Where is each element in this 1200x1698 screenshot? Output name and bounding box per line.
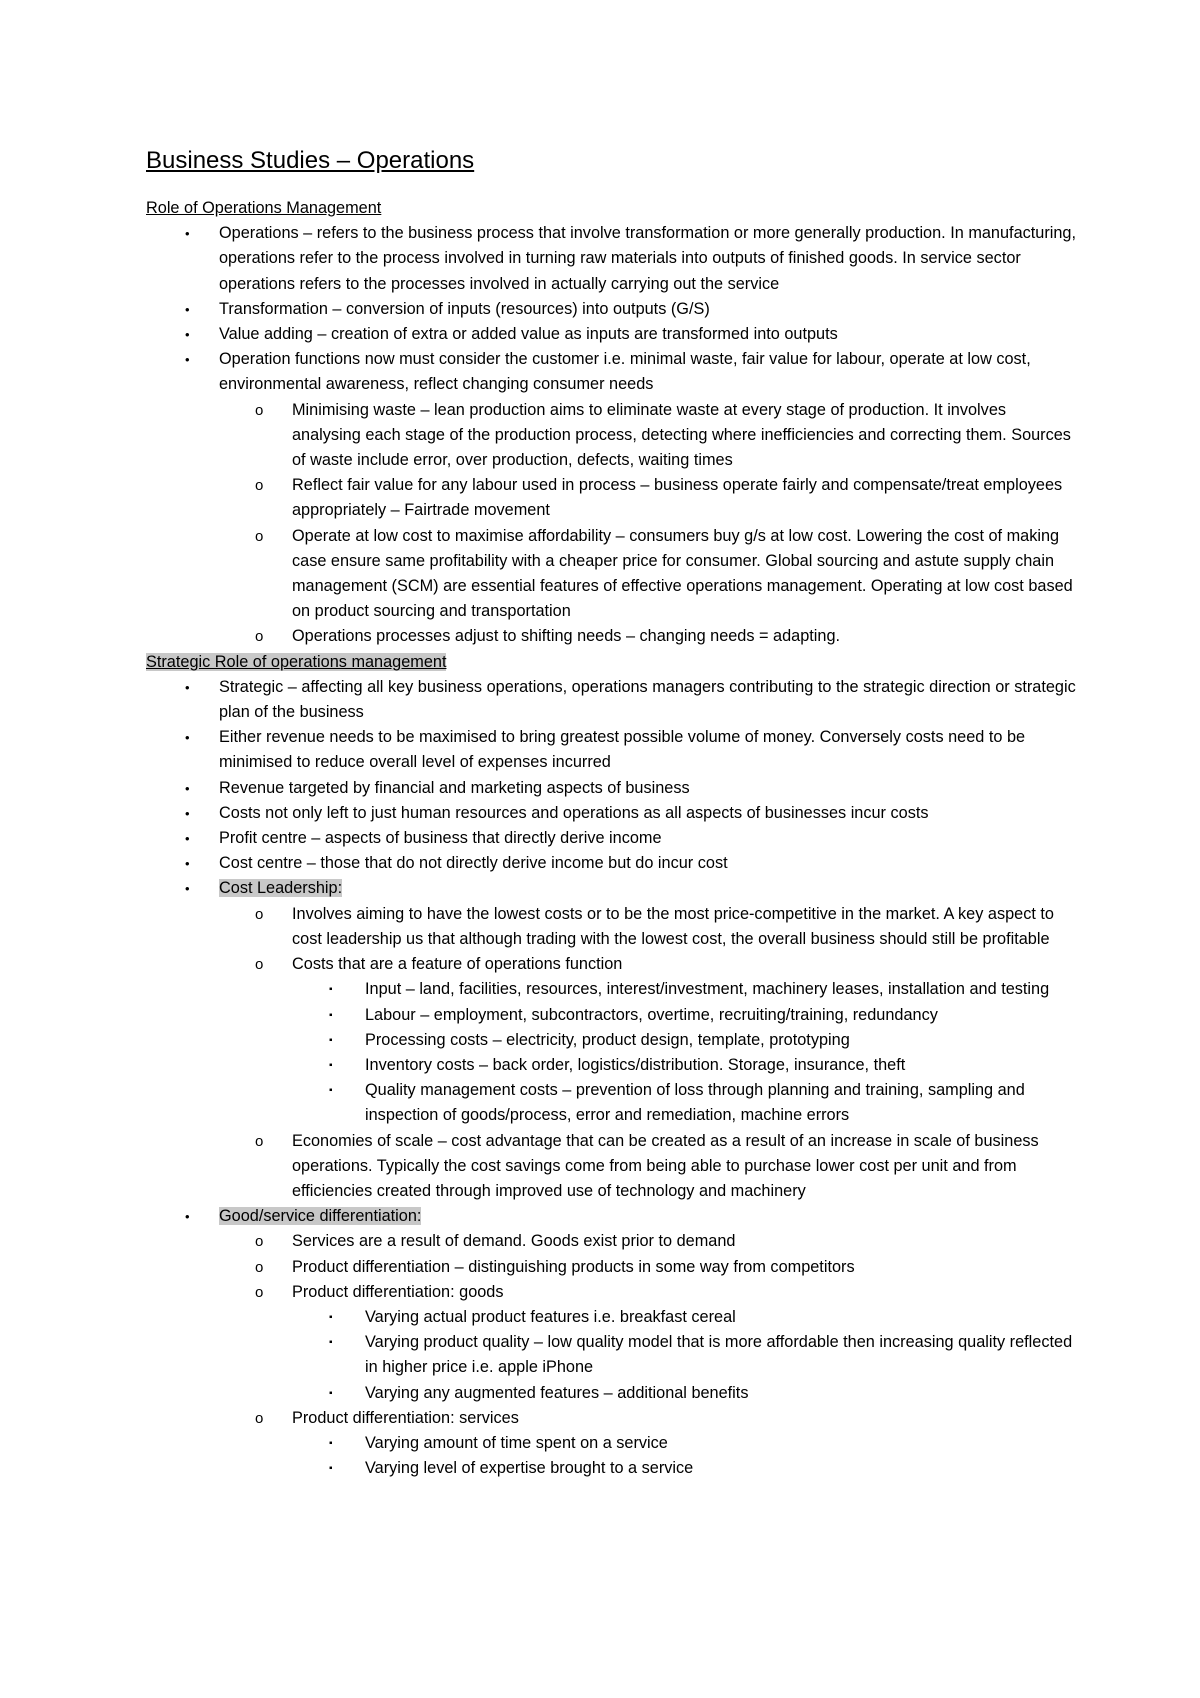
circle-marker: o: [255, 1409, 264, 1427]
bullet-marker: •: [185, 881, 190, 897]
cost-types-list: [146, 977, 1076, 1128]
list-item-text: Product differentiation: services: [292, 1408, 519, 1427]
highlighted-heading-text: Strategic Role of operations management: [146, 652, 447, 671]
list-item-text: Operations processes adjust to shifting needs – changing needs = adapting.: [292, 627, 841, 646]
list-item-text: Profit centre – aspects of business that directly derive income: [219, 829, 662, 848]
list-item: [146, 826, 1076, 851]
list-item-text: Product differentiation – distinguishing products in some way from competitors: [292, 1257, 855, 1276]
list-item-text: Involves aiming to have the lowest costs or to be the most price-competitive in the market. A key aspect to cost leadership us that although trading with the lowest cost, the overall business should still be profitable: [292, 904, 1054, 948]
sub-list-item: [146, 624, 1076, 649]
bullet-marker: •: [185, 327, 190, 343]
bullet-marker: •: [185, 856, 190, 872]
list-item-text: Product differentiation: goods: [292, 1282, 504, 1301]
list-item: [146, 675, 1076, 725]
list-item-text: Operate at low cost to maximise affordability – consumers buy g/s at low cost. Lowering the cost of making case ensure same profitability with a cheaper price for consumer. Global sourcing and astute supply chain management (SCM) are essential features of effective operations management. Operating at low cost based on product sourcing and transportation: [292, 526, 1073, 621]
bullet-marker: •: [185, 352, 190, 368]
goods-differentiation-list: [146, 1305, 1076, 1406]
bullet-marker: •: [185, 226, 190, 242]
list-item: [146, 1204, 1076, 1229]
sub-list-item: [146, 952, 1076, 977]
circle-marker: o: [255, 905, 264, 923]
sub-list-item: [146, 1255, 1076, 1280]
list-item-text: Reflect fair value for any labour used in process – business operate fairly and compensate/treat employees appropriately – Fairtrade movement: [292, 476, 1063, 520]
square-marker: ▪: [329, 1009, 333, 1021]
square-marker: ▪: [329, 1463, 333, 1475]
list-item: [146, 801, 1076, 826]
services-differentiation-list: [146, 1431, 1076, 1481]
sub-sub-list-item: [146, 1305, 1076, 1330]
list-item: [146, 297, 1076, 322]
sub-sub-list-item: [146, 1431, 1076, 1456]
sub-list-item: [146, 473, 1076, 523]
square-marker: ▪: [329, 1311, 333, 1323]
list-item-text: Inventory costs – back order, logistics/distribution. Storage, insurance, theft: [365, 1055, 906, 1074]
square-marker: ▪: [329, 1085, 333, 1097]
cost-leadership-label: Cost Leadership:: [219, 879, 343, 898]
list-item-text: Varying level of expertise brought to a service: [365, 1459, 694, 1478]
list-item-text: Varying amount of time spent on a service: [365, 1433, 668, 1452]
sub-sub-list-item: [146, 1330, 1076, 1380]
circle-marker: o: [255, 1258, 264, 1276]
sub-list-item: [146, 902, 1076, 952]
bullet-marker: •: [185, 805, 190, 821]
sub-list-item: [146, 524, 1076, 625]
sub-list-item: [146, 1406, 1076, 1431]
list-item-text: Operation functions now must consider the customer i.e. minimal waste, fair value for labour, operate at low cost, environmental awareness, reflect changing consumer needs: [219, 350, 1031, 394]
square-marker: ▪: [329, 1437, 333, 1449]
list-item-text: Labour – employment, subcontractors, overtime, recruiting/training, redundancy: [365, 1005, 938, 1024]
list-item: [146, 725, 1076, 775]
role-bullet-list: [146, 221, 1076, 397]
sub-list-item: [146, 1129, 1076, 1205]
list-item-text: Revenue targeted by financial and marketing aspects of business: [219, 778, 690, 797]
bullet-marker: •: [185, 301, 190, 317]
list-item: [146, 776, 1076, 801]
list-item: [146, 347, 1076, 397]
list-item-text: Processing costs – electricity, product design, template, prototyping: [365, 1030, 850, 1049]
list-item-text: Value adding – creation of extra or added value as inputs are transformed into outputs: [219, 325, 838, 344]
square-marker: ▪: [329, 1337, 333, 1349]
list-item: [146, 851, 1076, 876]
strategic-bullet-list: [146, 675, 1076, 902]
sub-list-item: [146, 1280, 1076, 1305]
circle-marker: o: [255, 628, 264, 646]
sub-sub-list-item: [146, 1003, 1076, 1028]
economies-of-scale-list: [146, 1129, 1076, 1205]
list-item-text: Services are a result of demand. Goods exist prior to demand: [292, 1232, 736, 1251]
bullet-marker: •: [185, 1209, 190, 1225]
list-item-text: Costs not only left to just human resources and operations as all aspects of businesses incur costs: [219, 803, 929, 822]
square-marker: ▪: [329, 1387, 333, 1399]
list-item-text: Input – land, facilities, resources, interest/investment, machinery leases, installation and testing: [365, 980, 1050, 999]
bullet-marker: •: [185, 679, 190, 695]
list-item-text: Minimising waste – lean production aims to eliminate waste at every stage of production. It involves analysing each stage of the production process, detecting where inefficiencies and correcting them. Sources of waste include error, over production, defects, waiting times: [292, 400, 1071, 470]
document-content: [146, 146, 1076, 1481]
list-item: [146, 876, 1076, 901]
sub-sub-list-item: [146, 1456, 1076, 1481]
list-item-text: Operations – refers to the business process that involve transformation or more generally production. In manufacturing, operations refer to the process involved in turning raw materials into outputs of finished goods. In service sector operations refers to the processes involved in actually carrying out the service: [219, 224, 1077, 293]
sub-sub-list-item: [146, 1381, 1076, 1406]
circle-marker: o: [255, 1233, 264, 1251]
differentiation-bullet-list: [146, 1204, 1076, 1229]
document-title: Business Studies – Operations: [146, 147, 475, 174]
sub-sub-list-item: [146, 1078, 1076, 1128]
section-heading-strategic: [146, 650, 1076, 675]
list-item-text: Either revenue needs to be maximised to bring greatest possible volume of money. Conversely costs need to be minimised to reduce overall level of expenses incurred: [219, 728, 1026, 772]
list-item: [146, 322, 1076, 347]
circle-marker: o: [255, 527, 264, 545]
differentiation-label: Good/service differentiation:: [219, 1207, 422, 1226]
sub-list-item: [146, 1229, 1076, 1254]
sub-sub-list-item: [146, 1053, 1076, 1078]
services-differentiation-heading-list: [146, 1406, 1076, 1431]
sub-list-item: [146, 398, 1076, 474]
circle-marker: o: [255, 477, 264, 495]
list-item-text: Costs that are a feature of operations function: [292, 955, 623, 974]
list-item: [146, 221, 1076, 297]
list-item-text: Strategic – affecting all key business operations, operations managers contributing to the strategic direction or strategic plan of the business: [219, 677, 1076, 722]
role-sub-list: [146, 398, 1076, 650]
square-marker: ▪: [329, 1059, 333, 1071]
circle-marker: o: [255, 401, 264, 419]
circle-marker: o: [255, 1132, 264, 1150]
bullet-marker: •: [185, 730, 190, 746]
sub-sub-list-item: [146, 1028, 1076, 1053]
square-marker: ▪: [329, 1034, 333, 1046]
list-item-text: Varying product quality – low quality model that is more affordable then increasing quality reflected in higher price i.e. apple iPhone: [365, 1333, 1073, 1377]
section-heading-role: Role of Operations Management: [146, 199, 382, 217]
square-marker: ▪: [329, 984, 333, 996]
sub-sub-list-item: [146, 977, 1076, 1002]
list-item-text: Transformation – conversion of inputs (resources) into outputs (G/S): [219, 299, 710, 318]
list-item-text: Economies of scale – cost advantage that can be created as a result of an increase in scale of business operations. Typically the cost savings come from being able to purchase lower cost per unit and from efficiencies created through improved use of technology and machinery: [292, 1131, 1039, 1200]
cost-leadership-sub-list: [146, 902, 1076, 978]
bullet-marker: •: [185, 780, 190, 796]
differentiation-sub-list: [146, 1229, 1076, 1305]
list-item-text: Varying any augmented features – additional benefits: [365, 1383, 749, 1402]
list-item-text: Quality management costs – prevention of loss through planning and training, sampling and inspection of goods/process, error and remediation, machine errors: [365, 1081, 1025, 1125]
circle-marker: o: [255, 1283, 264, 1301]
bullet-marker: •: [185, 831, 190, 847]
list-item-text: Cost centre – those that do not directly derive income but do incur cost: [219, 854, 728, 873]
circle-marker: o: [255, 956, 264, 974]
list-item-text: Varying actual product features i.e. breakfast cereal: [365, 1307, 736, 1326]
